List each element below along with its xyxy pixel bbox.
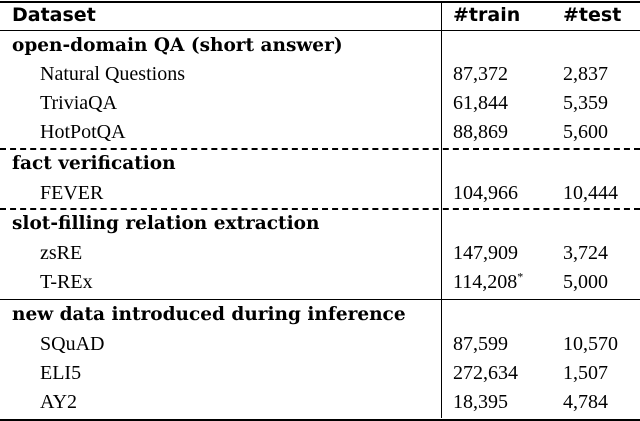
table-row	[0, 329, 640, 359]
dataset-name: SQuAD	[40, 333, 105, 355]
test-count: 10,570	[563, 333, 618, 355]
section-header-fact-verification	[0, 149, 640, 179]
test-count: 2,837	[563, 63, 608, 85]
section-header-open-domain-qa	[0, 31, 640, 61]
train-count: 272,634	[453, 362, 518, 384]
table-row	[0, 238, 640, 268]
footnote-marker: *	[517, 269, 524, 284]
test-count: 3,724	[563, 242, 608, 264]
train-count: 114,208	[453, 271, 518, 293]
test-count: 5,000	[563, 271, 608, 293]
dataset-name: HotPotQA	[40, 121, 126, 143]
train-count-with-note	[453, 267, 523, 297]
dataset-name: zsRE	[40, 242, 83, 264]
header-dataset: Dataset	[12, 4, 96, 26]
table-row	[0, 358, 640, 388]
table-row	[0, 178, 640, 208]
table-row	[0, 117, 640, 147]
test-count: 1,507	[563, 362, 608, 384]
dataset-name: AY2	[40, 391, 78, 413]
table-row	[0, 59, 640, 89]
section-title: open-domain QA (short answer)	[12, 35, 343, 56]
train-count: 61,844	[453, 92, 508, 114]
dataset-name: TriviaQA	[40, 92, 118, 114]
section-title: new data introduced during inference	[12, 304, 406, 325]
train-count: 147,909	[453, 242, 518, 264]
dataset-name: FEVER	[40, 182, 104, 204]
table-row	[0, 88, 640, 118]
header-train: #train	[453, 4, 521, 26]
section-header-new-data	[0, 300, 640, 330]
section-title: slot-filling relation extraction	[12, 213, 320, 234]
test-count: 4,784	[563, 391, 608, 413]
dataset-name: T-REx	[40, 271, 93, 293]
section-header-slot-filling	[0, 209, 640, 239]
table-header-row	[0, 0, 640, 30]
table-row	[0, 267, 640, 297]
table-row	[0, 387, 640, 417]
train-count: 87,599	[453, 333, 508, 355]
section-title: fact verification	[12, 153, 176, 174]
dataset-name: Natural Questions	[40, 63, 185, 85]
train-count: 87,372	[453, 63, 508, 85]
train-count: 104,966	[453, 182, 518, 204]
dataset-name: ELI5	[40, 362, 82, 384]
train-count: 18,395	[453, 391, 508, 413]
test-count: 5,600	[563, 121, 608, 143]
train-count: 88,869	[453, 121, 508, 143]
test-count: 10,444	[563, 182, 618, 204]
header-test: #test	[563, 4, 622, 26]
test-count: 5,359	[563, 92, 608, 114]
